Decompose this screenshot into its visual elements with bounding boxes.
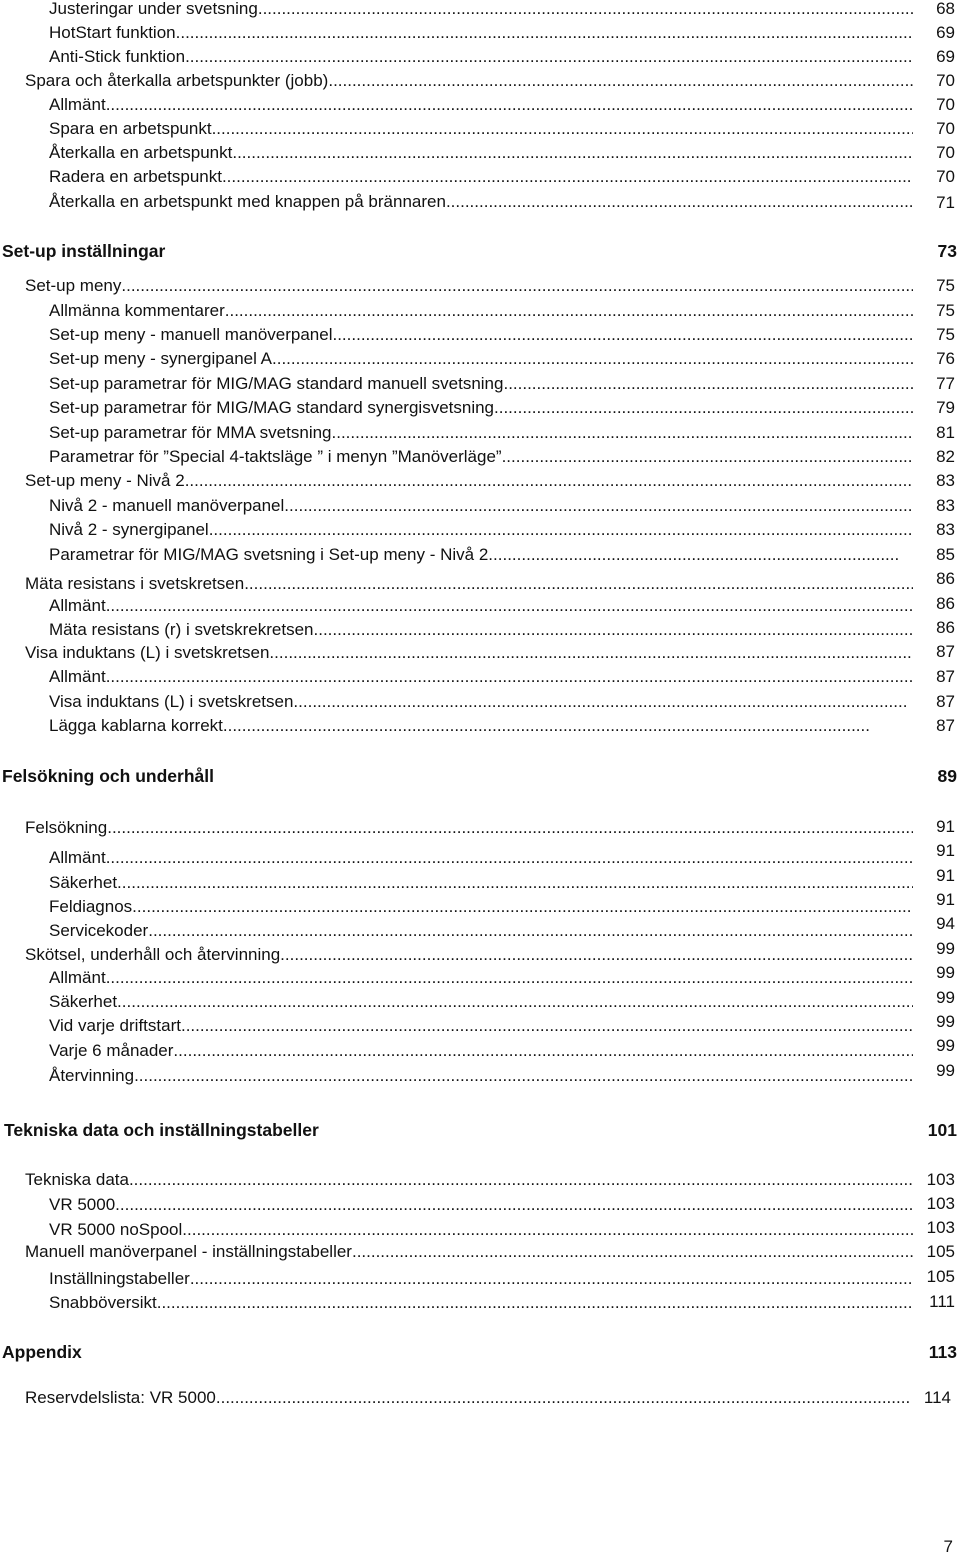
toc-entry-label: Allmänt <box>49 848 106 867</box>
toc-entry[interactable] <box>25 69 913 93</box>
toc-entry-label: Set-up parametrar för MIG/MAG standard manuell svetsning <box>49 374 504 393</box>
page-number: 7 <box>943 1537 953 1556</box>
toc-entry-page: 83 <box>936 496 955 515</box>
leader-dots <box>185 45 913 69</box>
leader-dots <box>494 396 913 420</box>
leader-dots <box>232 141 913 165</box>
toc-entry-label: VR 5000 noSpool <box>49 1220 183 1239</box>
toc-entry[interactable] <box>49 45 913 69</box>
toc-entry-page: 99 <box>936 1012 955 1031</box>
toc-entry-page: 86 <box>936 618 955 637</box>
toc-entry-label: Set-up meny - synergipanel A <box>49 349 273 368</box>
leader-dots <box>185 469 913 493</box>
toc-entry[interactable] <box>49 518 913 542</box>
toc-entry-page: 91 <box>936 866 955 885</box>
toc-entry-label: Vid varje driftstart <box>49 1016 181 1035</box>
toc-entry-page: 69 <box>936 23 955 42</box>
section-page: 113 <box>928 1342 957 1362</box>
leader-dots <box>223 714 871 738</box>
toc-entry-page: 105 <box>926 1267 955 1286</box>
toc-entry[interactable] <box>49 594 913 618</box>
toc-entry[interactable] <box>25 943 913 967</box>
toc-entry-label: Set-up parametrar för MMA svetsning <box>49 423 332 442</box>
toc-entry[interactable] <box>25 274 913 298</box>
leader-dots <box>222 165 913 189</box>
toc-entry-label: Återkalla en arbetspunkt <box>49 143 233 162</box>
toc-entry-label: Set-up parametrar för MIG/MAG standard synergisvetsning <box>49 398 495 417</box>
leader-dots <box>181 1014 913 1038</box>
toc-entry-page: 91 <box>936 841 955 860</box>
leader-dots <box>502 445 913 469</box>
toc-entry-label: Mäta resistans (r) i svetskrekretsen <box>49 620 314 639</box>
toc-entry-page: 99 <box>936 1061 955 1080</box>
toc-entry[interactable] <box>49 323 913 347</box>
toc-entry[interactable] <box>49 396 913 420</box>
toc-entry[interactable] <box>49 494 913 518</box>
toc-entry-page: 86 <box>936 569 955 588</box>
toc-entry-label: Visa induktans (L) i svetskretsen <box>49 692 294 711</box>
toc-entry[interactable] <box>49 1064 913 1088</box>
section-heading[interactable]: Felsökning och underhåll <box>2 766 214 786</box>
leader-dots <box>106 846 913 870</box>
toc-entry-label: Återvinning <box>49 1066 135 1085</box>
toc-entry-page: 79 <box>936 398 955 417</box>
toc-entry[interactable] <box>49 0 913 21</box>
toc-entry-label: Set-up meny - Nivå 2 <box>25 471 185 490</box>
leader-dots <box>129 1168 913 1192</box>
leader-dots <box>293 690 907 714</box>
toc-entry-label: Set-up meny - manuell manöverpanel <box>49 325 333 344</box>
toc-entry-label: Radera en arbetspunkt <box>49 167 222 186</box>
leader-dots <box>132 895 913 919</box>
toc-entry-page: 111 <box>929 1292 955 1311</box>
toc-entry-page: 87 <box>936 667 955 686</box>
toc-entry[interactable] <box>49 871 913 895</box>
toc-entry-page: 71 <box>936 193 955 212</box>
leader-dots <box>148 919 913 943</box>
section-page: 73 <box>937 241 957 261</box>
section-page: 101 <box>927 1120 957 1140</box>
toc-entry-label: Lägga kablarna korrekt <box>49 716 223 735</box>
toc-entry-label: Visa induktans (L) i svetskretsen <box>25 643 270 662</box>
toc-entry-label: Återkalla en arbetspunkt med knappen på brännaren <box>49 192 446 211</box>
toc-entry-label: Allmänt <box>49 667 106 686</box>
toc-entry[interactable] <box>49 1218 913 1242</box>
toc-entry-label: Feldiagnos <box>49 897 133 916</box>
toc-entry-label: Inställningstabeller <box>49 1269 190 1288</box>
toc-entry-page: 105 <box>926 1242 955 1261</box>
toc-entry-label: Skötsel, underhåll och återvinning <box>25 945 281 964</box>
toc-entry-label: HotStart funktion <box>49 23 176 42</box>
toc-entry-page: 70 <box>936 95 955 114</box>
leader-dots <box>107 816 913 840</box>
toc-entry-page: 83 <box>936 520 955 539</box>
toc-entry[interactable] <box>25 816 913 840</box>
toc-entry-page: 75 <box>936 276 955 295</box>
toc-entry-page: 68 <box>936 0 955 18</box>
toc-entry-label: Spara en arbetspunkt <box>49 119 212 138</box>
leader-dots <box>117 871 913 895</box>
leader-dots <box>352 1240 913 1264</box>
toc-entry-page: 81 <box>936 423 955 442</box>
leader-dots <box>106 665 913 689</box>
leader-dots <box>106 966 913 990</box>
leader-dots <box>173 1039 913 1063</box>
toc-entry[interactable] <box>49 117 913 141</box>
toc-entry-label: Manuell manöverpanel - inställningstabeller <box>25 1242 352 1261</box>
leader-dots <box>209 518 913 542</box>
toc-entry[interactable] <box>49 919 913 943</box>
toc-entry-label: Anti-Stick funktion <box>49 47 186 66</box>
toc-entry[interactable] <box>49 93 913 117</box>
toc-entry[interactable] <box>49 543 899 567</box>
toc-entry-page: 70 <box>936 71 955 90</box>
toc-entry-label: Mäta resistans i svetskretsen <box>25 574 245 593</box>
leader-dots <box>117 990 913 1014</box>
leader-dots <box>216 1386 909 1410</box>
toc-entry-label: Säkerhet <box>49 992 118 1011</box>
toc-entry-label: Reservdelslista: VR 5000 <box>25 1388 216 1407</box>
toc-entry[interactable] <box>49 966 913 990</box>
toc-entry-page: 82 <box>936 447 955 466</box>
toc-entry-label: Justeringar under svetsning <box>49 0 258 18</box>
toc-entry-label: Allmänt <box>49 95 106 114</box>
toc-entry[interactable] <box>49 690 907 714</box>
toc-entry[interactable] <box>25 1240 913 1264</box>
toc-entry[interactable] <box>49 665 913 689</box>
section-heading[interactable]: Set-up inställningar <box>2 241 166 261</box>
toc-entry-page: 70 <box>936 143 955 162</box>
toc-entry-page: 91 <box>936 817 955 836</box>
toc-entry-page: 99 <box>936 963 955 982</box>
toc-entry-page: 99 <box>936 988 955 1007</box>
toc-entry-label: Servicekoder <box>49 921 149 940</box>
toc-entry[interactable] <box>49 190 913 214</box>
toc-entry-page: 77 <box>936 374 955 393</box>
toc-entry[interactable] <box>25 1168 913 1192</box>
toc-entry[interactable] <box>25 1386 909 1410</box>
toc-entry-label: Parametrar för ”Special 4-taktsläge ” i menyn ”Manöverläge” <box>49 447 502 466</box>
leader-dots <box>332 421 913 445</box>
toc-entry-label: Varje 6 månader <box>49 1041 174 1060</box>
leader-dots <box>314 618 913 642</box>
toc-entry-page: 86 <box>936 594 955 613</box>
leader-dots <box>244 572 913 596</box>
leader-dots <box>531 543 899 567</box>
leader-dots <box>225 299 913 323</box>
toc-entry-label: Nivå 2 - synergipanel <box>49 520 209 539</box>
toc-entry-label: Set-up meny <box>25 276 122 295</box>
leader-dots <box>446 190 913 214</box>
toc-entry-page: 70 <box>936 119 955 138</box>
toc-entry[interactable] <box>49 1291 913 1315</box>
toc-entry-page: 114 <box>923 1388 951 1407</box>
toc-entry[interactable] <box>25 469 913 493</box>
toc-entry-page: 99 <box>936 939 955 958</box>
toc-entry[interactable] <box>49 372 913 396</box>
section-page: 89 <box>937 766 957 786</box>
toc-entry-page: 87 <box>936 642 955 661</box>
leader-dots <box>121 274 913 298</box>
toc-entry-page: 103 <box>926 1218 955 1237</box>
toc-entry[interactable] <box>49 1267 913 1291</box>
toc-entry[interactable] <box>49 1039 913 1063</box>
toc-entry-page: 91 <box>936 890 955 909</box>
toc-entry-label: Spara och återkalla arbetspunkter (jobb) <box>25 71 329 90</box>
toc-entry-label: Allmänna kommentarer <box>49 301 225 320</box>
toc-entry-label: Allmänt <box>49 596 106 615</box>
toc-entry[interactable] <box>49 846 913 870</box>
leader-dots <box>106 594 913 618</box>
leader-dots <box>280 943 913 967</box>
toc-entry[interactable] <box>49 1014 913 1038</box>
toc-entry[interactable] <box>49 1193 913 1217</box>
toc-entry[interactable] <box>49 165 913 189</box>
toc-entry-page: 103 <box>926 1170 955 1189</box>
toc-entry-page: 83 <box>936 471 955 490</box>
toc-entry[interactable] <box>49 445 913 469</box>
toc-entry-page: 85 <box>936 545 955 564</box>
leader-dots <box>157 1291 913 1315</box>
toc-entry-label: VR 5000 <box>49 1195 116 1214</box>
leader-dots <box>190 1267 913 1291</box>
toc-entry-label: Tekniska data <box>25 1170 129 1189</box>
toc-entry[interactable] <box>49 618 913 642</box>
toc-entry-page: 70 <box>936 167 955 186</box>
toc-entry-label: Parametrar för MIG/MAG svetsning i Set-up meny - Nivå 2......... <box>49 545 531 564</box>
toc-entry[interactable] <box>49 347 913 371</box>
toc-entry-page: 103 <box>926 1194 955 1213</box>
toc-entry-label: Nivå 2 - manuell manöverpanel <box>49 496 285 515</box>
toc-entry-label: Säkerhet <box>49 873 118 892</box>
toc-entry-page: 75 <box>936 301 955 320</box>
leader-dots <box>258 0 913 21</box>
toc-entry-page: 76 <box>936 349 955 368</box>
leader-dots <box>284 494 913 518</box>
leader-dots <box>503 372 913 396</box>
toc-entry-page: 75 <box>936 325 955 344</box>
toc-entry-label: Snabböversikt <box>49 1293 157 1312</box>
leader-dots <box>269 641 913 665</box>
leader-dots <box>115 1193 913 1217</box>
leader-dots <box>332 323 913 347</box>
leader-dots <box>182 1218 913 1242</box>
leader-dots <box>176 21 913 45</box>
leader-dots <box>272 347 913 371</box>
toc-entry[interactable] <box>49 299 913 323</box>
toc-entry[interactable] <box>49 421 913 445</box>
leader-dots <box>328 69 913 93</box>
section-heading[interactable]: Appendix <box>2 1342 82 1362</box>
toc-entry-page: 99 <box>936 1036 955 1055</box>
toc-entry[interactable] <box>49 141 913 165</box>
leader-dots <box>106 93 913 117</box>
toc-entry[interactable] <box>49 990 913 1014</box>
toc-entry[interactable] <box>25 641 913 665</box>
toc-entry-page: 69 <box>936 47 955 66</box>
toc-entry[interactable] <box>49 895 913 919</box>
toc-entry[interactable] <box>25 572 913 596</box>
leader-dots <box>134 1064 913 1088</box>
toc-entry[interactable] <box>49 714 871 738</box>
toc-entry-page: 94 <box>936 914 955 933</box>
section-heading[interactable]: Tekniska data och inställningstabeller <box>4 1120 319 1140</box>
toc-entry[interactable] <box>49 21 913 45</box>
toc-entry-label: Felsökning <box>25 818 108 837</box>
toc-entry-label: Allmänt <box>49 968 106 987</box>
toc-entry-page: 87 <box>936 716 955 735</box>
leader-dots <box>212 117 913 141</box>
toc-entry-page: 87 <box>936 692 955 711</box>
